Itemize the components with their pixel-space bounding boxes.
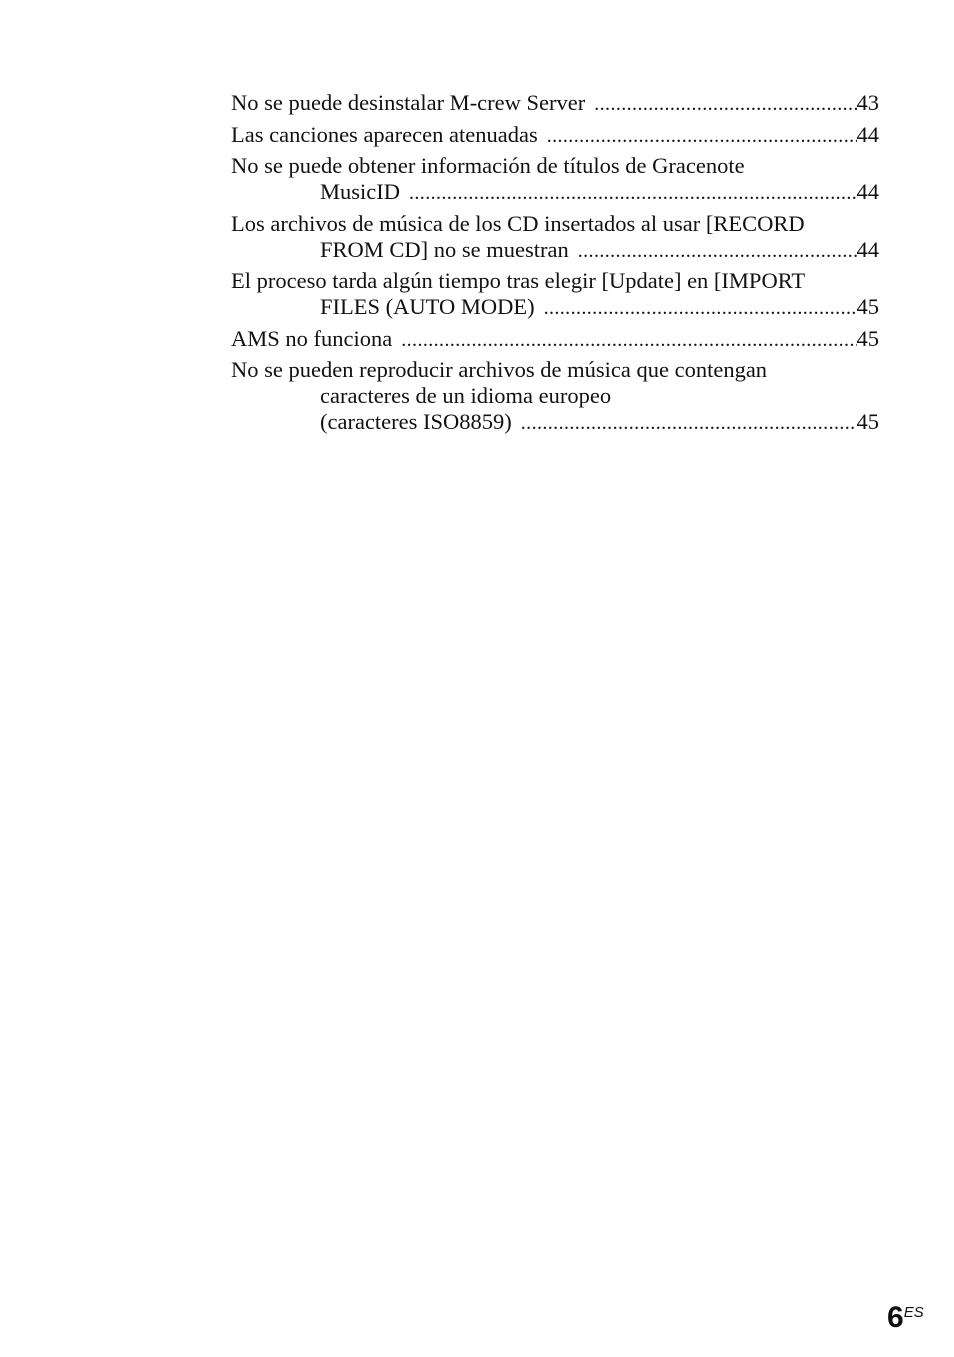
toc-entry[interactable] <box>231 357 879 436</box>
toc-entry[interactable] <box>231 326 879 353</box>
toc-entry-line <box>231 122 879 149</box>
toc-entry[interactable] <box>231 122 879 149</box>
toc-entry-line <box>231 237 879 264</box>
table-of-contents <box>231 90 879 441</box>
dot-leader <box>569 238 857 264</box>
toc-entry-page: 43 <box>856 90 879 115</box>
toc-entry-title: No se pueden reproducir archivos de música que contengan <box>231 357 768 382</box>
toc-entry-line <box>231 409 879 436</box>
toc-entry[interactable] <box>231 90 879 117</box>
toc-entry-title-continued: caracteres de un idioma europeo <box>320 383 612 408</box>
dot-leader <box>392 327 856 353</box>
toc-entry-title-continued: FILES (AUTO MODE) <box>320 294 535 319</box>
toc-entry-page: 45 <box>856 325 879 351</box>
toc-entry-title: El proceso tarda algún tiempo tras elegir [Update] en [IMPORT <box>231 268 806 293</box>
toc-entry-page: 44 <box>856 121 879 147</box>
toc-entry-title-continued: MusicID <box>320 179 400 204</box>
toc-entry-page: 44 <box>856 236 879 262</box>
toc-entry-page: 44 <box>856 179 879 204</box>
toc-entry-line <box>231 90 879 117</box>
dot-leader <box>538 123 857 149</box>
toc-entry-title-continued: FROM CD] no se muestran <box>320 236 569 262</box>
page-number-value: 6 <box>887 1301 904 1334</box>
toc-entry-title: AMS no funciona <box>231 325 393 351</box>
toc-entry[interactable] <box>231 153 879 206</box>
dot-leader <box>512 410 857 436</box>
toc-entry[interactable] <box>231 268 879 321</box>
toc-entry-line <box>231 294 879 321</box>
toc-entry-title: Los archivos de música de los CD insertados al usar [RECORD <box>231 210 805 236</box>
toc-entry-title: Las canciones aparecen atenuadas <box>231 121 538 147</box>
page-number <box>887 1300 924 1336</box>
dot-leader <box>400 180 857 206</box>
dot-leader <box>535 295 857 321</box>
language-code: ES <box>903 1304 924 1321</box>
toc-entry[interactable] <box>231 211 879 264</box>
toc-entry-title: No se puede obtener información de títulos de Gracenote <box>231 153 745 178</box>
toc-entry-page: 45 <box>856 294 879 319</box>
toc-entry-line <box>231 326 879 353</box>
toc-entry-line <box>231 179 879 206</box>
toc-entry-page: 45 <box>856 409 879 434</box>
toc-entry-title-continued: (caracteres ISO8859) <box>320 409 512 434</box>
dot-leader <box>585 91 856 117</box>
toc-entry-title: No se puede desinstalar M-crew Server <box>231 90 586 115</box>
